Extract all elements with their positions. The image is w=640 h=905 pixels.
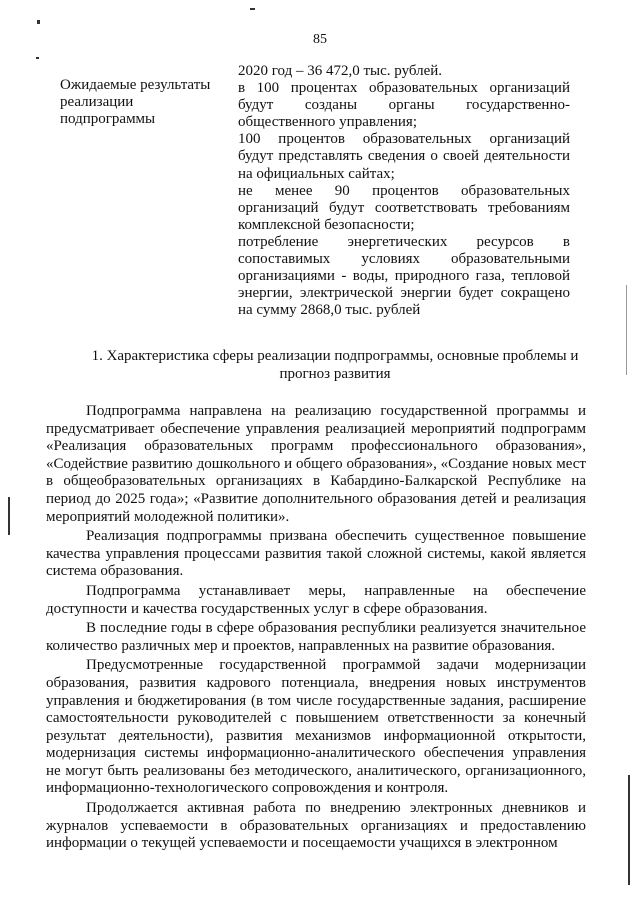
expected-results-label: Ожидаемые результаты реализации подпрограммы [60, 77, 211, 127]
paragraph: Подпрограмма направлена на реализацию государственной программы и предусматривает обеспечение управления реализацией мероприятий подпрограмм «Реализация образовательных программ профессионального образования», «Содействие развитию дошкольного и общего образования», «Создание новых мест в общеобразовательных организациях в Кабардино-Балкарской Республике на период до 2025 года»; «Развитие дополнительного образования детей и реализация мероприятий молодежной политики». [46, 403, 586, 525]
section-heading: 1. Характеристика сферы реализации подпрограммы, основные проблемы и прогноз развития [91, 348, 579, 382]
scan-speck [36, 57, 39, 59]
results-line: 2020 год – 36 472,0 тыс. рублей. [238, 63, 443, 79]
paragraph: В последние годы в сфере образования республики реализуется значительное количество различных мер и проектов, направленных на развитие образования. [46, 620, 586, 654]
paragraph: Реализация подпрограммы призвана обеспечить существенное повышение качества управления процессами развития такой сложной системы, какой является система образования. [46, 528, 586, 580]
paragraph: Продолжается активная работа по внедрению электронных дневников и журналов успеваемости в образовательных организациях и предоставлению информации о текущей успеваемости и посещаемости учащихся в электронном [46, 800, 586, 852]
results-line: организациями - воды, природного газа, тепловой [238, 268, 570, 285]
binding-mark [626, 285, 627, 375]
results-line: сопоставимых условиях образовательными [238, 251, 570, 268]
results-line: на сумму 2868,0 тыс. рублей [238, 302, 421, 319]
results-line: не менее 90 процентов образовательных [238, 182, 570, 199]
results-line: будут созданы органы государственно- [238, 97, 570, 114]
results-line: организаций будут соответствовать требованиям [238, 199, 570, 216]
binding-mark [628, 775, 630, 885]
expected-results-text [238, 63, 570, 319]
scan-speck [250, 8, 255, 10]
results-line: 100 процентов образовательных организаций [238, 131, 570, 148]
paragraph: Подпрограмма устанавливает меры, направленные на обеспечение доступности и качества государственных услуг в сфере образования. [46, 582, 586, 617]
results-line: в 100 процентах образовательных организаций [238, 80, 570, 97]
binding-mark [8, 497, 10, 535]
body-text [46, 403, 586, 853]
paragraph: Предусмотренные государственной программой задачи модернизации образования, развития кадрового потенциала, внедрения новых инструментов управления и бюджетирования (в том числе государственные задания, расширение самостоятельности руководителей с повышением ответственности за конечный результат деятельности), развития механизмов информационной открытости, модернизация системы информационно-аналитического обеспечения управления не могут быть реализованы без методического, аналитического, организационного, информационно-технологического сопровождения и контроля. [46, 657, 586, 797]
page-number: 85 [313, 32, 327, 47]
results-line: потребление энергетических ресурсов в [238, 233, 570, 250]
scan-speck [37, 20, 40, 24]
results-line: комплексной безопасности; [238, 216, 415, 233]
results-line: на официальных сайтах; [238, 165, 395, 182]
results-line: общественного управления; [238, 114, 417, 131]
results-line: будут представлять сведения о своей деятельности [238, 148, 570, 165]
results-line: энергии, электрической энергии будет сокращено [238, 285, 570, 302]
